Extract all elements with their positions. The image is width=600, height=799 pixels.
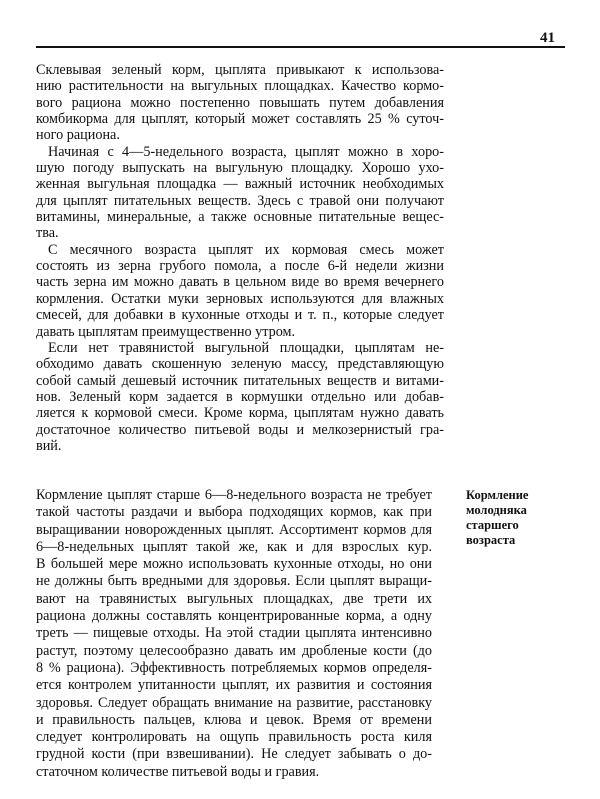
text-line: ется контролем упитанности цыплят, их развития и состояния xyxy=(36,677,432,694)
text-line: кормления. Остатки муки зерновых используются для влажных xyxy=(36,290,444,307)
text-line: нов. Зеленый корм задается в кормушки отдельно или добав- xyxy=(36,388,444,405)
side-heading-line: Кормление xyxy=(466,488,529,502)
section-1-text xyxy=(36,62,444,454)
side-heading-line: возраста xyxy=(466,533,516,547)
text-line: выращивании новорожденных цыплят. Ассортимент кормов для xyxy=(36,521,432,538)
text-line: ного рациона. xyxy=(36,127,120,144)
text-line: рациона должны составлять концентрированные корма, а одну xyxy=(36,608,432,625)
text-line: Если нет травянистой выгульной площадки, цыплятам не- xyxy=(48,339,444,356)
text-line: грудной кости (при взвешивании). Не следует забывать о до- xyxy=(36,746,432,763)
side-heading-line: молодняка xyxy=(466,503,527,517)
text-line: состоять из зерна грубого помола, а после 6-й недели жизни xyxy=(36,258,444,275)
text-line: растут, поэтому целесообразно давать им дробленые кости (до xyxy=(36,642,432,659)
text-line: В большей мере можно использовать кухонные отходы, но они xyxy=(36,556,432,573)
text-line: часть зерна им можно давать в цельном виде во время вечернего xyxy=(36,274,444,291)
text-line: такой частоты раздачи и выбора подходящих кормов, как при xyxy=(36,504,432,521)
text-line: Кормление цыплят старше 6—8-недельного возраста не требует xyxy=(36,487,432,503)
text-line: вого рациона можно постепенно повышать путем добавления xyxy=(36,94,444,111)
text-line: здоровья. Следует обращать внимание на развитие, расстановку xyxy=(36,694,432,711)
text-line: обходимо давать скошенную зеленую массу, представляющую xyxy=(36,356,444,373)
text-line: для цыплят питательных веществ. Здесь с травой они получают xyxy=(36,192,444,209)
text-line: не должны быть вредными для здоровья. Если цыплят выращи- xyxy=(36,573,432,590)
text-line: витамины, минеральные, а также основные питательные вещес- xyxy=(36,209,444,226)
text-line: и правильность пальцев, клюва и цевок. Время от времени xyxy=(36,711,432,728)
text-line: комбикорма для цыплят, который может составлять 25 % суточ- xyxy=(36,111,444,128)
text-line: 8 % рациона). Эффективность потребляемых кормов определя- xyxy=(36,659,432,676)
text-line: треть — пищевые отходы. На этой стадии цыплята интенсивно xyxy=(36,625,432,642)
side-heading-line: старшего xyxy=(466,518,519,532)
text-line: вий. xyxy=(36,437,62,454)
text-line: собой самый дешевый источник питательных веществ и витами- xyxy=(36,372,444,389)
text-line: тва. xyxy=(36,225,59,242)
side-heading xyxy=(466,488,576,548)
section-2-text xyxy=(36,487,432,781)
text-line: ляется к кормовой смеси. Кроме корма, цыплятам нужно давать xyxy=(36,405,444,422)
text-line: вают на травянистых выгульных площадках, две трети их xyxy=(36,590,432,607)
text-line: Начиная с 4—5-недельного возраста, цыплят можно в хоро- xyxy=(48,143,444,160)
text-line: нию растительности на выгульных площадках. Качество кормо- xyxy=(36,78,444,95)
text-line: давать цыплятам преимущественно утром. xyxy=(36,323,296,340)
header-rule xyxy=(36,46,565,48)
text-line: женная выгульная площадка — важный источник необходимых xyxy=(36,176,444,193)
text-line: шую погоду выпускать на выгульную площадку. Хорошо ухо- xyxy=(36,160,444,177)
text-line: Склевывая зеленый корм, цыплята привыкают к использова- xyxy=(36,62,444,78)
page-number: 41 xyxy=(540,30,555,46)
text-line: достаточное количество питьевой воды и мелкозернистый гра- xyxy=(36,421,444,438)
text-line: статочном количестве питьевой воды и гравия. xyxy=(36,763,320,780)
text-line: следует контролировать на ощупь правильность роста киля xyxy=(36,729,432,746)
text-line: С месячного возраста цыплят их кормовая смесь может xyxy=(48,241,444,258)
text-line: 6—8-недельных цыплят такой же, как и для взрослых кур. xyxy=(36,538,432,555)
text-line: смесей, для добавки в кухонные отходы и т. п., которые следует xyxy=(36,307,444,324)
